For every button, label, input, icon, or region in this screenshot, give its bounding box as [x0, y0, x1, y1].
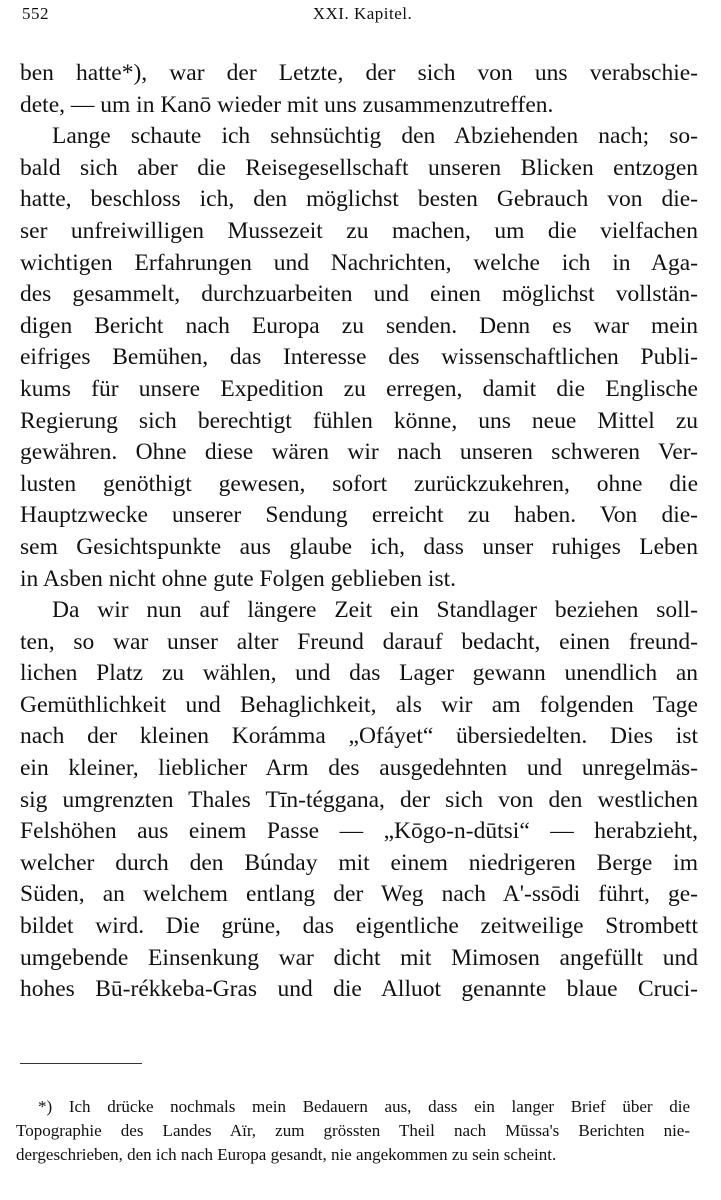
text-line: Felshöhen aus einem Passe — „Kōgo-n-dūtsi“ — herabzieht,: [20, 818, 698, 845]
text-line: digen Bericht nach Europa zu senden. Denn es war mein: [20, 312, 698, 339]
main-text: [20, 58, 698, 1006]
footnote: [16, 1095, 690, 1167]
footnote-line: *) Ich drücke nochmals mein Bedauern aus, dass ein langer Brief über die: [38, 1097, 690, 1116]
text-line: lusten genöthigt gewesen, sofort zurückzukehren, ohne die: [20, 470, 698, 497]
text-line: Da wir nun auf längere Zeit ein Standlager beziehen soll-: [52, 597, 698, 624]
chapter-title: XXI. Kapitel.: [312, 4, 413, 23]
text-line: ein kleiner, lieblicher Arm des ausgedehnten und unregelmäs-: [20, 755, 698, 782]
text-line: in Asben nicht ohne gute Folgen geblieben ist.: [20, 565, 456, 592]
text-line: ser unfreiwilligen Mussezeit zu machen, um die vielfachen: [20, 217, 698, 244]
text-line: eifriges Bemühen, das Interesse des wissenschaftlichen Publi-: [20, 344, 698, 371]
footnote-line: Topographie des Landes Aïr, zum grössten Theil nach Mūssa's Berichten nie-: [16, 1121, 690, 1140]
text-line: nach der kleinen Korámma „Ofáyet“ übersiedelten. Dies ist: [20, 723, 698, 750]
text-line: des gesammelt, durchzuarbeiten und einen möglichst vollstän-: [20, 281, 698, 308]
text-line: welcher durch den Búnday mit einem niedrigeren Berge im: [20, 849, 698, 876]
text-line: gewähren. Ohne diese wären wir nach unseren schweren Ver-: [20, 439, 698, 466]
text-line: dete, — um in Kanō wieder mit uns zusammenzutreffen.: [20, 91, 554, 118]
text-line: kums für unsere Expedition zu erregen, damit die Englische: [20, 375, 698, 402]
footnote-divider: [20, 1063, 142, 1064]
page-header: [22, 4, 703, 28]
text-line: ten, so war unser alter Freund darauf bedacht, einen freund-: [20, 628, 698, 655]
text-line: Regierung sich berechtigt fühlen könne, uns neue Mittel zu: [20, 407, 698, 434]
text-line: sig umgrenzten Thales Tīn-téggana, der sich von den westlichen: [20, 786, 698, 813]
text-line: Lange schaute ich sehnsüchtig den Abziehenden nach; so-: [52, 123, 698, 150]
text-line: wichtigen Erfahrungen und Nachrichten, welche ich in Aga-: [20, 249, 698, 276]
text-line: umgebende Einsenkung war dicht mit Mimosen angefüllt und: [20, 944, 698, 971]
text-line: bald sich aber die Reisegesellschaft unseren Blicken entzogen: [20, 154, 698, 181]
text-line: sem Gesichtspunkte aus glaube ich, dass unser ruhiges Leben: [20, 533, 698, 560]
text-line: Hauptzwecke unserer Sendung erreicht zu haben. Von die-: [20, 502, 698, 529]
text-line: ben hatte*), war der Letzte, der sich von uns verabschie-: [20, 60, 698, 86]
text-line: Süden, an welchem entlang der Weg nach A'-ssōdi führt, ge-: [20, 881, 698, 908]
text-line: lichen Platz zu wählen, und das Lager gewann unendlich an: [20, 660, 698, 687]
text-line: Gemüthlichkeit und Behaglichkeit, als wir am folgenden Tage: [20, 691, 698, 718]
text-line: hohes Bū-rékkeba-Gras und die Alluot genannte blaue Cruci-: [20, 976, 698, 1003]
text-line: bildet wird. Die grüne, das eigentliche zeitweilige Strombett: [20, 913, 698, 940]
text-line: hatte, beschloss ich, den möglichst besten Gebrauch von die-: [20, 186, 698, 213]
footnote-line: dergeschrieben, den ich nach Europa gesandt, nie angekommen zu sein scheint.: [16, 1145, 557, 1164]
page-number: 552: [22, 4, 49, 23]
